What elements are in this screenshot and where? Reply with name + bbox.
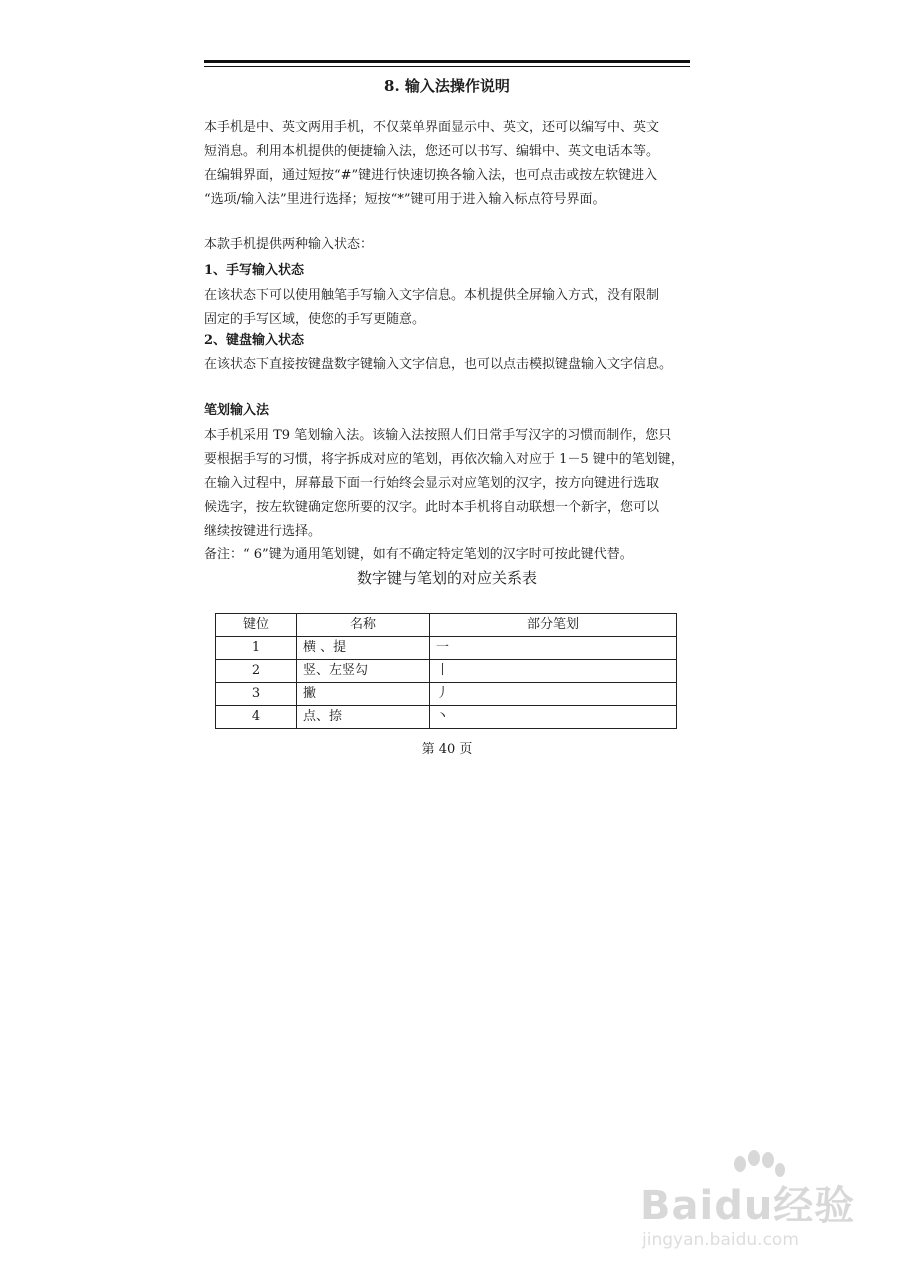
table-row xyxy=(216,637,677,660)
intro-line: 短消息。利用本机提供的便捷输入法，您还可以书写、编辑中、英文电话本等。 xyxy=(204,144,660,159)
cell-name: 撇 xyxy=(297,683,430,706)
cell-stroke: 一 xyxy=(430,637,677,660)
page-number: 第 40 页 xyxy=(421,742,473,757)
cell-stroke: 丶 xyxy=(430,706,677,729)
cell-key: 2 xyxy=(216,660,297,683)
stroke-heading: 笔划输入法 xyxy=(204,403,270,418)
table-row xyxy=(216,683,677,706)
table-row xyxy=(216,660,677,683)
cell-key: 1 xyxy=(216,637,297,660)
section-title: 8. 输入法操作说明 xyxy=(384,77,510,95)
stroke-mapping-table xyxy=(215,613,677,729)
table-row xyxy=(216,706,677,729)
stroke-line: 本手机采用 T9 笔划输入法。该输入法按照人们日常手写汉字的习惯而制作，您只 xyxy=(204,428,672,443)
state1-paragraph xyxy=(204,284,694,332)
stroke-paragraph xyxy=(204,424,694,544)
watermark-url: jingyan.baidu.com xyxy=(642,1230,799,1250)
stroke-line: 继续按键进行选择。 xyxy=(204,524,322,539)
stroke-line: 候选字，按左软键确定您所要的汉字。此时本手机将自动联想一个新字，您可以 xyxy=(204,500,660,515)
intro-line: 本手机是中、英文两用手机，不仅菜单界面显示中、英文，还可以编写中、英文 xyxy=(204,120,660,135)
table-header-row xyxy=(216,614,677,637)
state1-heading: 1、手写输入状态 xyxy=(204,263,305,278)
stroke-line: 在输入过程中，屏幕最下面一行始终会显示对应笔划的汉字，按方向键进行选取 xyxy=(204,476,660,491)
cell-key: 3 xyxy=(216,683,297,706)
intro-paragraph xyxy=(204,116,694,212)
intro-line: “选项/输入法”里进行选择；短按“*”键可用于进入输入标点符号界面。 xyxy=(204,192,606,207)
state1-line: 固定的手写区域，使您的手写更随意。 xyxy=(204,312,426,327)
cell-name: 竖、左竖勾 xyxy=(297,660,430,683)
table-title: 数字键与笔划的对应关系表 xyxy=(356,569,537,587)
header-key: 键位 xyxy=(216,614,297,637)
cell-stroke: 丿 xyxy=(430,683,677,706)
states-intro-line: 本款手机提供两种输入状态： xyxy=(204,237,374,252)
note-paragraph xyxy=(204,543,694,567)
state2-line: 在该状态下直接按键盘数字键输入文字信息，也可以点击模拟键盘输入文字信息。 xyxy=(204,357,673,372)
header-stroke: 部分笔划 xyxy=(430,614,677,637)
watermark-logo-text: Baidu经验 xyxy=(640,1183,856,1229)
cell-stroke: 丨 xyxy=(430,660,677,683)
header-name: 名称 xyxy=(297,614,430,637)
states-intro xyxy=(204,233,694,257)
note-line: 备注：“ 6”键为通用笔划键，如有不确定特定笔划的汉字时可按此键代替。 xyxy=(204,547,633,562)
cell-name: 横 、提 xyxy=(297,637,430,660)
baidu-watermark xyxy=(640,1150,870,1260)
state1-line: 在该状态下可以使用触笔手写输入文字信息。本机提供全屏输入方式，没有限制 xyxy=(204,288,660,303)
state2-heading: 2、键盘输入状态 xyxy=(204,333,305,348)
cell-name: 点、捺 xyxy=(297,706,430,729)
cell-key: 4 xyxy=(216,706,297,729)
stroke-line: 要根据手写的习惯，将字拆成对应的笔划，再依次输入对应于 1－5 键中的笔划键， xyxy=(204,452,684,467)
header-rule-thick xyxy=(204,60,690,63)
state2-paragraph xyxy=(204,353,694,377)
header-rule-thin xyxy=(204,66,690,67)
intro-line: 在编辑界面，通过短按“#”键进行快速切换各输入法，也可点击或按左软键进入 xyxy=(204,168,658,183)
